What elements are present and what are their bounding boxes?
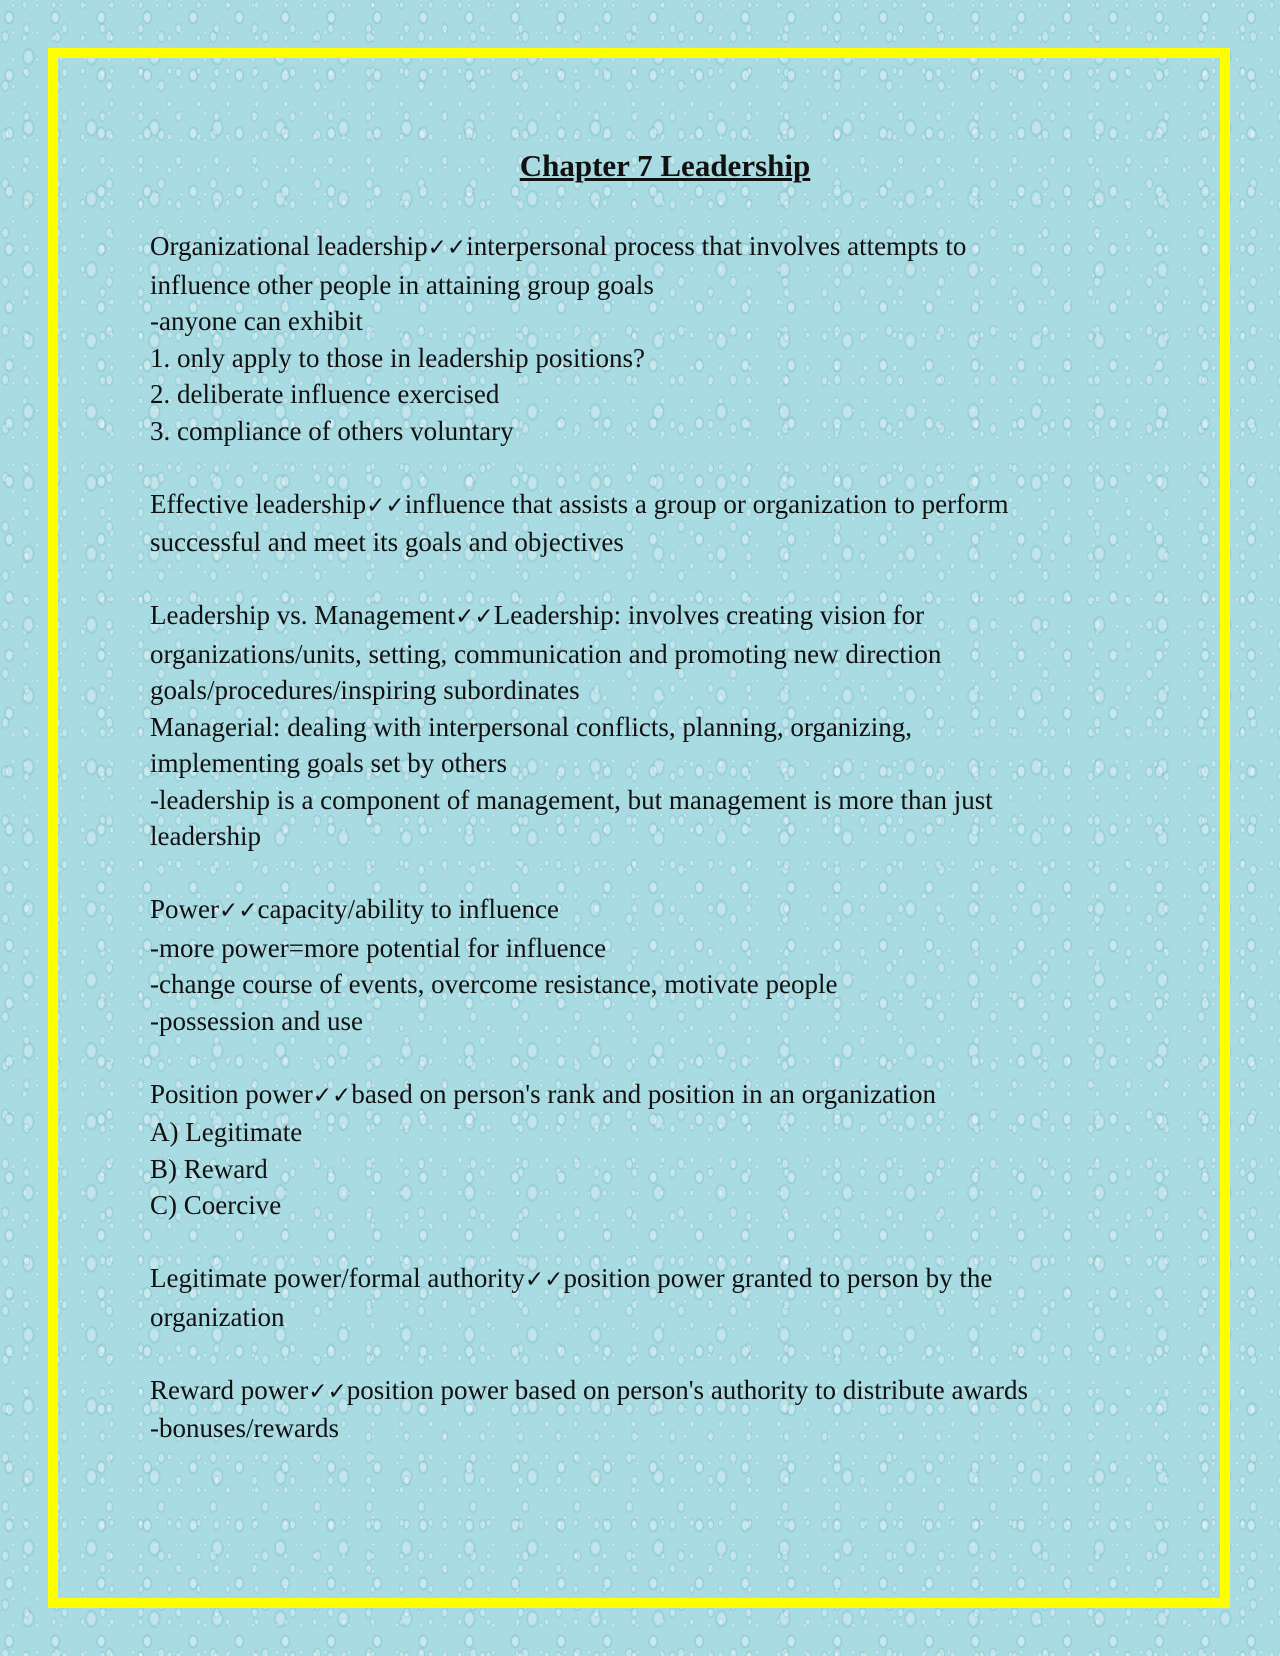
entry-line: organizations/units, setting, communication and promoting new direction — [150, 638, 942, 669]
entry-term: Leadership vs. Management — [150, 600, 456, 630]
entry-reward-power — [150, 1372, 1140, 1447]
entry-definition: position power based on person's authority to distribute awards — [346, 1374, 1028, 1405]
entry-legitimate-power — [150, 1260, 1140, 1335]
double-check-icon: ✓✓ — [427, 235, 467, 261]
entry-line: leadership — [150, 821, 261, 851]
entry-line: Managerial: dealing with interpersonal conflicts, planning, organizing, — [150, 711, 913, 742]
entry-power — [150, 891, 1140, 1039]
entry-position-power — [150, 1076, 1140, 1224]
entry-first-line — [150, 1076, 1140, 1115]
entry-line: -leadership is a component of management, but management is more than just — [150, 784, 993, 815]
entry-term: Effective leadership — [150, 488, 367, 519]
double-check-icon: ✓✓ — [219, 898, 258, 924]
page-title: Chapter 7 Leadership — [519, 148, 811, 183]
double-check-icon: ✓✓ — [366, 492, 405, 519]
entry-first-line — [150, 1260, 1140, 1299]
entry-line: influence other people in attaining group goals — [150, 269, 654, 300]
entry-term: Organizational leadership — [150, 231, 428, 261]
entry-line: 2. deliberate influence exercised — [150, 379, 500, 409]
entry-line: -possession and use — [150, 1005, 363, 1036]
entry-line: -change course of events, overcome resistance, motivate people — [150, 969, 838, 999]
entry-leadership-vs-management — [150, 597, 1140, 855]
entry-term: Legitimate power/formal authority — [150, 1263, 525, 1293]
entry-line: 3. compliance of others voluntary — [150, 415, 514, 446]
entry-first-line — [150, 1372, 1140, 1411]
entry-line: organization — [150, 1301, 285, 1332]
entry-definition: influence that assists a group or organization to perform — [404, 488, 1009, 519]
entry-line: 1. only apply to those in leadership positions? — [150, 342, 645, 373]
entry-line: implementing goals set by others — [150, 748, 507, 778]
double-check-icon: ✓✓ — [524, 1267, 564, 1293]
entry-definition: interpersonal process that involves attempts to — [466, 231, 967, 261]
entry-first-line — [150, 891, 1140, 930]
double-check-icon: ✓✓ — [308, 1378, 347, 1405]
entry-line: -more power=more potential for influence — [150, 932, 607, 963]
entry-term: Power — [150, 894, 219, 924]
entry-line: -bonuses/rewards — [150, 1413, 339, 1443]
entry-first-line — [150, 486, 1140, 525]
entry-line: successful and meet its goals and objectives — [150, 527, 624, 557]
entry-first-line — [150, 597, 1140, 636]
entry-line: -anyone can exhibit — [150, 306, 363, 336]
entry-line: A) Legitimate — [150, 1117, 303, 1147]
entry-organizational-leadership — [150, 228, 1140, 449]
entry-definition: capacity/ability to influence — [257, 894, 559, 924]
entry-line: C) Coercive — [150, 1190, 282, 1220]
double-check-icon: ✓✓ — [455, 604, 494, 630]
entry-term: Position power — [150, 1078, 313, 1109]
entry-term: Reward power — [150, 1374, 309, 1405]
entry-line: B) Reward — [150, 1153, 268, 1184]
document-body — [150, 148, 1140, 1483]
double-check-icon: ✓✓ — [312, 1082, 352, 1109]
entry-definition: Leadership: involves creating vision for — [493, 600, 925, 630]
entry-definition: based on person's rank and position in an organization — [351, 1078, 937, 1109]
entry-first-line — [150, 228, 1140, 267]
entry-effective-leadership — [150, 486, 1140, 561]
entry-definition: position power granted to person by the — [563, 1263, 993, 1293]
entry-line: goals/procedures/inspiring subordinates — [150, 675, 580, 705]
